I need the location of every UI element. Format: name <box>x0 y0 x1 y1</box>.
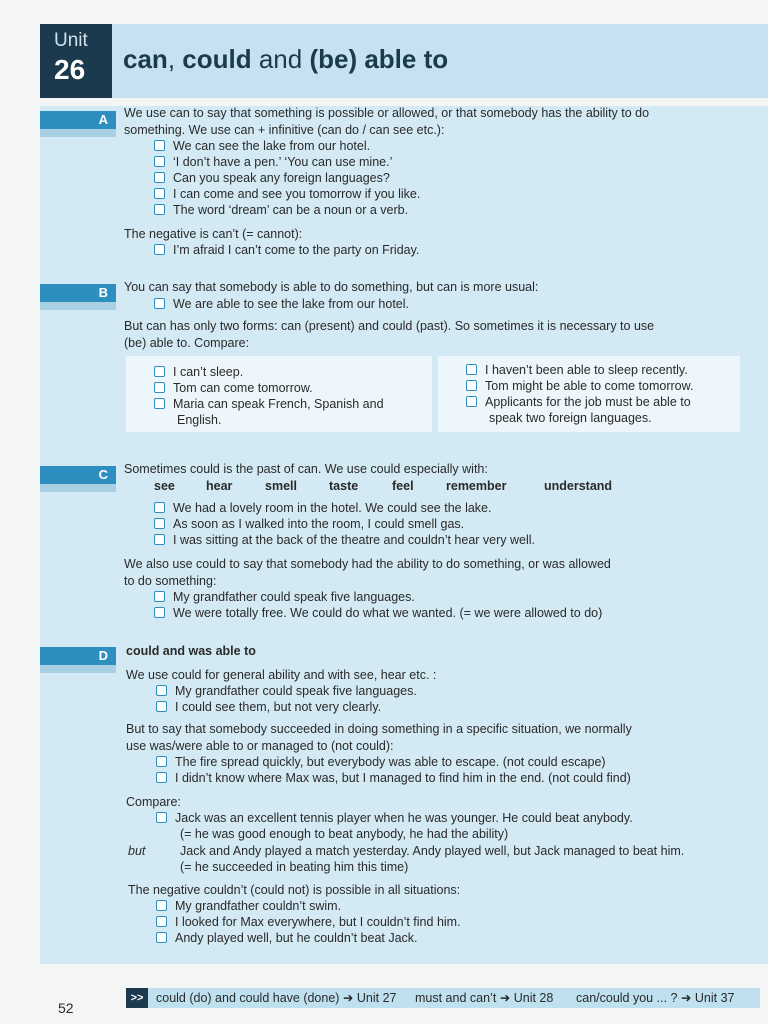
checkbox-icon <box>154 298 165 309</box>
checkbox-icon <box>154 591 165 602</box>
checkbox-icon <box>466 364 477 375</box>
verb-word: see <box>154 479 175 493</box>
checkbox-icon <box>156 916 167 927</box>
example-item: Tom might be able to come tomorrow. <box>466 378 693 394</box>
checkbox-icon <box>156 756 167 767</box>
checkbox-icon <box>154 156 165 167</box>
text-line: The negative is can’t (= cannot): <box>124 227 303 241</box>
example-item: ‘I don’t have a pen.’ ‘You can use mine.’ <box>154 154 392 170</box>
verb-word: feel <box>392 479 414 493</box>
tab-label: C <box>98 467 108 482</box>
text-line: We use could for general ability and with see, hear etc. : <box>126 668 437 682</box>
example-item: My grandfather couldn’t swim. <box>156 898 341 914</box>
example-item: Andy played well, but he couldn’t beat Jack. <box>156 930 418 946</box>
text-line: You can say that somebody is able to do something, but can is more usual: <box>124 280 539 294</box>
verb-word: hear <box>206 479 233 493</box>
example-item: I could see them, but not very clearly. <box>156 699 381 715</box>
page-number: 52 <box>58 1000 74 1016</box>
tab-label: A <box>98 112 108 127</box>
checkbox-icon <box>154 204 165 215</box>
checkbox-icon <box>154 188 165 199</box>
checkbox-icon <box>156 932 167 943</box>
text-line: speak two foreign languages. <box>489 411 652 425</box>
example-item: We were totally free. We could do what we wanted. (= we were allowed to do) <box>154 605 602 621</box>
text-line: (= he was good enough to beat anybody, he had the ability) <box>180 827 509 841</box>
text-line: English. <box>177 413 222 427</box>
checkbox-icon <box>154 366 165 377</box>
example-item: We can see the lake from our hotel. <box>154 138 370 154</box>
example-item: I can come and see you tomorrow if you like. <box>154 186 420 202</box>
section-tab-a <box>40 111 116 129</box>
checkbox-icon <box>154 534 165 545</box>
checkbox-icon <box>466 380 477 391</box>
text-line: Sometimes could is the past of can. We use could especially with: <box>124 462 488 476</box>
text-line: But can has only two forms: can (present) and could (past). So sometimes it is necessary to use <box>124 319 655 333</box>
checkbox-icon <box>156 701 167 712</box>
example-item: Maria can speak French, Spanish and <box>154 396 384 412</box>
checkbox-icon <box>154 244 165 255</box>
example-item: I’m afraid I can’t come to the party on Friday. <box>154 242 419 258</box>
but-label: but <box>128 844 146 858</box>
verb-word: understand <box>544 479 613 493</box>
section-tab-b <box>40 284 116 302</box>
example-item: Can you speak any foreign languages? <box>154 170 390 186</box>
page-title <box>123 44 448 75</box>
text-line: to do something: <box>124 574 217 588</box>
example-item: The word ‘dream’ can be a noun or a verb. <box>154 202 408 218</box>
checkbox-icon <box>154 502 165 513</box>
title-could: could <box>182 44 252 74</box>
example-item: As soon as I walked into the room, I could smell gas. <box>154 516 464 532</box>
example-item: I was sitting at the back of the theatre and couldn’t hear very well. <box>154 532 535 548</box>
verb-word: smell <box>265 479 297 493</box>
text-line: But to say that somebody succeeded in doing something in a specific situation, we normally <box>126 722 632 736</box>
checkbox-icon <box>154 398 165 409</box>
text-line: something. We use can + infinitive (can do / can see etc.): <box>124 123 445 137</box>
cross-ref-link-unit-28[interactable]: must and can’t ➜ Unit 28 <box>415 991 554 1005</box>
example-item: We are able to see the lake from our hotel. <box>154 296 409 312</box>
section-heading: could and was able to <box>126 644 256 658</box>
example-item: My grandfather could speak five languages. <box>154 589 415 605</box>
text-line: use was/were able to or managed to (not could): <box>126 739 394 753</box>
checkbox-icon <box>154 140 165 151</box>
example-item: I can’t sleep. <box>154 364 243 380</box>
checkbox-icon <box>154 382 165 393</box>
example-item: My grandfather could speak five languages. <box>156 683 417 699</box>
checkbox-icon <box>154 172 165 183</box>
example-item: I didn’t know where Max was, but I managed to find him in the end. (not could find) <box>156 770 631 786</box>
text-line: Jack and Andy played a match yesterday. Andy played well, but Jack managed to beat him. <box>180 844 685 858</box>
checkbox-icon <box>156 772 167 783</box>
checkbox-icon <box>156 685 167 696</box>
example-item: I looked for Max everywhere, but I couldn’t find him. <box>156 914 461 930</box>
example-item: Tom can come tomorrow. <box>154 380 313 396</box>
cross-reference-bar <box>126 988 760 1008</box>
checkbox-icon <box>466 396 477 407</box>
title-comma: , <box>167 44 183 74</box>
example-item: We had a lovely room in the hotel. We could see the lake. <box>154 500 491 516</box>
example-item: I haven’t been able to sleep recently. <box>466 362 688 378</box>
unit-number: 26 <box>54 54 86 85</box>
text-line: The negative couldn’t (could not) is possible in all situations: <box>128 883 461 897</box>
cross-ref-link-unit-27[interactable]: could (do) and could have (done) ➜ Unit 27 <box>156 991 397 1005</box>
title-can: can <box>123 44 168 74</box>
double-chevron-icon: >> <box>126 988 148 1008</box>
title-able: able to <box>357 44 449 74</box>
text-line: We use can to say that something is possible or allowed, or that somebody has the ability to do <box>124 106 650 120</box>
tab-label: B <box>98 285 108 300</box>
verb-word: remember <box>446 479 507 493</box>
text-line: Compare: <box>126 795 181 809</box>
checkbox-icon <box>154 607 165 618</box>
title-and: and <box>251 44 310 74</box>
checkbox-icon <box>154 518 165 529</box>
unit-label: Unit <box>54 30 88 51</box>
section-tab-d <box>40 647 116 665</box>
title-be: (be) <box>309 44 358 74</box>
checkbox-icon <box>156 812 167 823</box>
unit-badge <box>40 24 112 98</box>
text-line: (be) able to. Compare: <box>124 336 250 350</box>
example-item: Jack was an excellent tennis player when he was younger. He could beat anybody. <box>156 810 633 826</box>
checkbox-icon <box>156 900 167 911</box>
text-line: We also use could to say that somebody had the ability to do something, or was allowed <box>124 557 611 571</box>
section-tab-c <box>40 466 116 484</box>
verb-word: taste <box>329 479 359 493</box>
text-line: (= he succeeded in beating him this time) <box>180 860 409 874</box>
tab-label: D <box>98 648 108 663</box>
example-item: The fire spread quickly, but everybody was able to escape. (not could escape) <box>156 754 606 770</box>
example-item: Applicants for the job must be able to <box>466 394 691 410</box>
cross-ref-link-unit-37[interactable]: can/could you ... ? ➜ Unit 37 <box>576 991 735 1005</box>
